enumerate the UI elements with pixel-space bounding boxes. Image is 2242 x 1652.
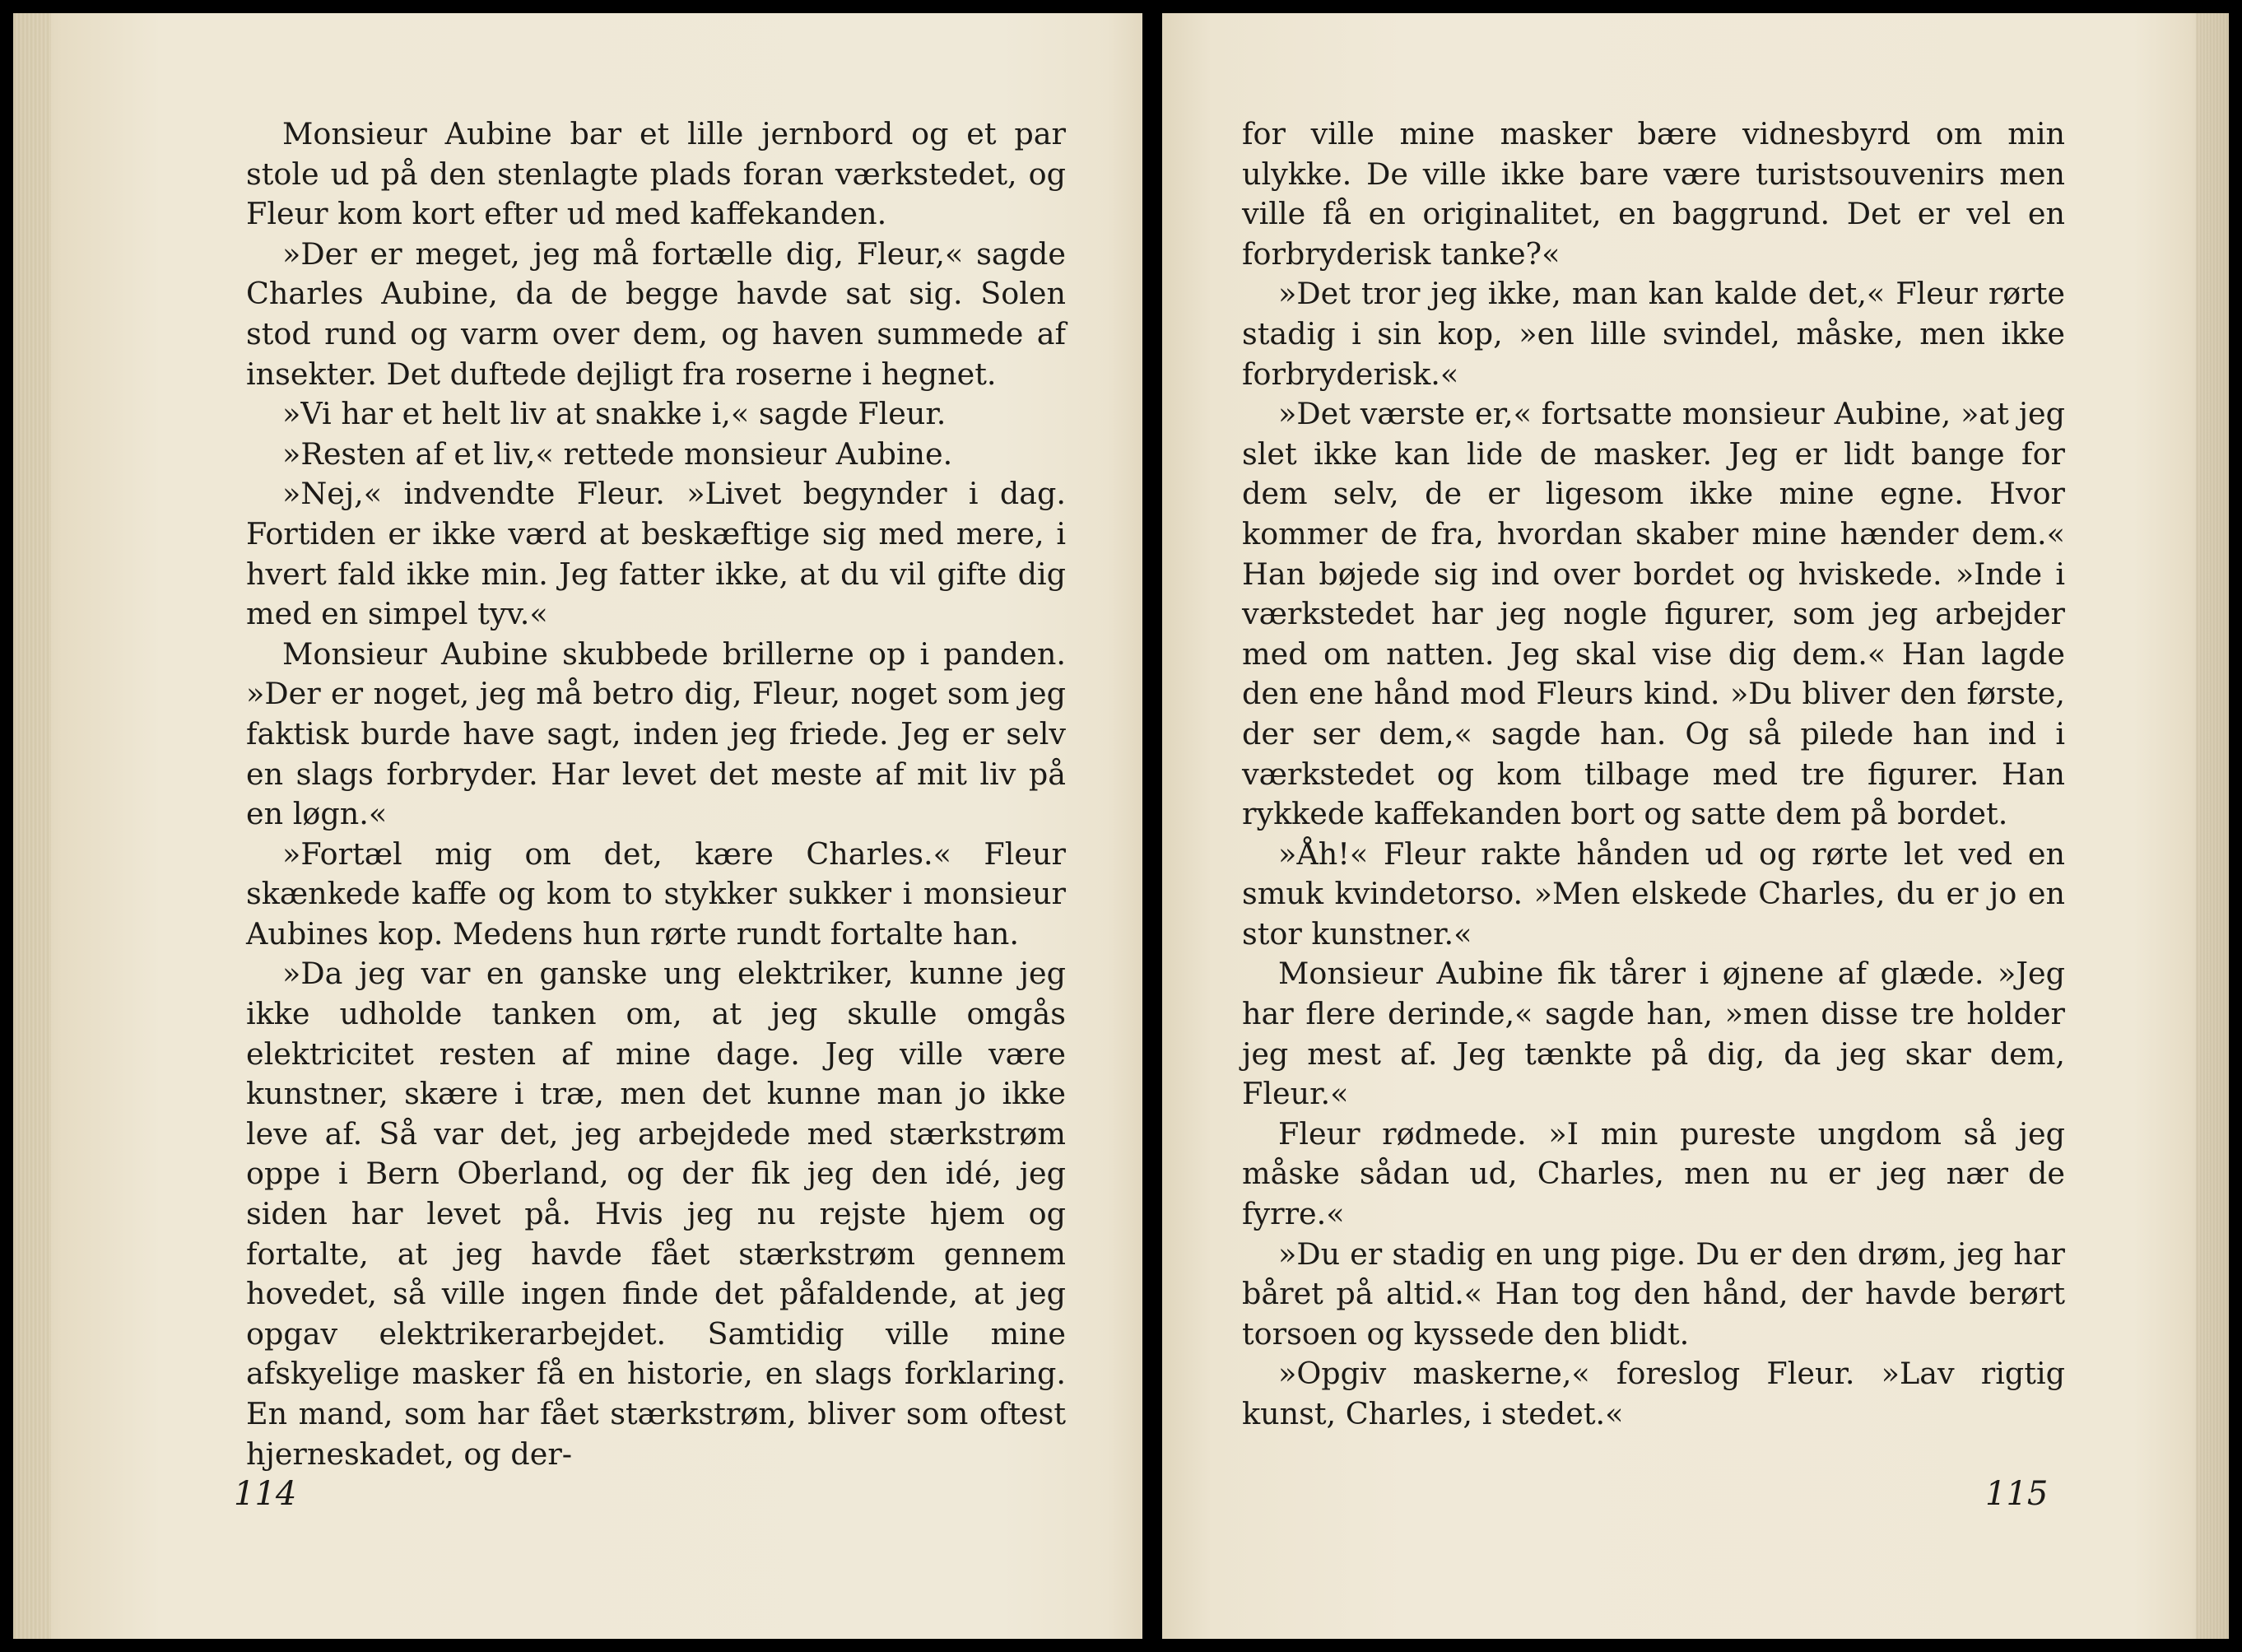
paragraph: »Vi har et helt liv at snakke i,« sagde Fleur. [282,396,947,432]
paragraph: »Det tror jeg ikke, man kan kalde det,« Fleur rørte stadig i sin kop, »en lille svindel, måske, men ikke forbryderisk.« [1242,276,2065,392]
left-page [13,13,1142,1639]
paragraph: Monsieur Aubine fik tårer i øjnene af glæde. »Jeg har flere derinde,« sagde han, »men disse tre holder jeg mest af. Jeg tænkte på dig, da jeg skar dem, Fleur.« [1242,956,2065,1112]
left-page-text [246,114,1066,1474]
paragraph: Monsieur Aubine bar et lille jernbord og et par stole ud på den stenlagte plads foran værkstedet, og Fleur kom kort efter ud med kaffekanden. [246,116,1066,232]
paragraph: »Det værste er,« fortsatte monsieur Aubine, »at jeg slet ikke kan lide de masker. Jeg er lidt bange for dem selv, de er ligesom ikke mine egne. Hvor kommer de fra, hvordan skaber mine hænder dem.« Han bøjede sig ind over bordet og hviskede. »Inde i værkstedet har jeg nogle figurer, som jeg arbejder med om natten. Jeg skal vise dig dem.« Han lagde den ene hånd mod Fleurs kind. »Du bliver den første, der ser dem,« sagde han. Og så pilede han ind i værkstedet og kom tilbage med tre figurer. Han rykkede kaffekanden bort og satte dem på bordet. [1242,396,2065,832]
paragraph: Fleur rødmede. »I min pureste ungdom så jeg måske sådan ud, Charles, men nu er jeg nær de fyrre.« [1242,1115,2065,1232]
paragraph: »Resten af et liv,« rettede monsieur Aubine. [282,435,953,472]
paragraph: »Der er meget, jeg må fortælle dig, Fleur,« sagde Charles Aubine, da de begge havde sat sig. Solen stod rund og varm over dem, og haven summede af insekter. Det duftede dejligt fra roserne i hegnet. [246,235,1066,392]
gutter [1142,13,1162,1639]
paragraph: »Åh!« Fleur rakte hånden ud og rørte let ved en smuk kvindetorso. »Men elskede Charles, du er jo en stor kunstner.« [1242,835,2065,952]
paragraph: »Du er stadig en ung pige. Du er den drøm, jeg har båret på altid.« Han tog den hånd, der havde berørt torsoen og kyssede den blidt. [1242,1236,2065,1352]
paragraph: »Opgiv maskerne,« foreslog Fleur. »Lav rigtig kunst, Charles, i stedet.« [1242,1356,2065,1431]
paragraph: Monsieur Aubine skubbede brillerne op i panden. »Der er noget, jeg må betro dig, Fleur, noget som jeg faktisk burde have sagt, inden jeg friede. Jeg er selv en slags forbryder. Har levet det meste af mit liv på en løgn.« [246,635,1066,832]
paragraph: »Nej,« indvendte Fleur. »Livet begynder i dag. Fortiden er ikke værd at beskæftige sig med mere, i hvert fald ikke min. Jeg fatter ikke, at du vil gifte dig med en simpel tyv.« [246,476,1066,632]
paragraph: »Da jeg var en ganske ung elektriker, kunne jeg ikke udholde tanken om, at jeg skulle omgås elektricitet resten af mine dage. Jeg ville være kunstner, skære i træ, men det kunne man jo ikke leve af. Så var det, jeg arbejdede med stærkstrøm oppe i Bern Oberland, og der fik jeg den idé, jeg siden har levet på. Hvis jeg nu rejste hjem og fortalte, at jeg havde fået stærkstrøm gennem hovedet, så ville ingen finde det påfaldende, at jeg opgav elektrikerarbejdet. Samtidig ville mine afskyelige masker få en historie, en slags forklaring. En mand, som har fået stærkstrøm, bliver som oftest hjerneskadet, og der- [246,956,1066,1472]
right-page [1162,13,2229,1639]
paragraph: »Fortæl mig om det, kære Charles.« Fleur skænkede kaffe og kom to stykker sukker i monsieur Aubines kop. Medens hun rørte rundt fortalte han. [246,835,1066,952]
paragraph: for ville mine masker bære vidnesbyrd om min ulykke. De ville ikke bare være turistsouvenirs men ville få en originalitet, en baggrund. Det er vel en forbryderisk tanke?« [1242,116,2065,272]
right-page-text [1242,114,2065,1435]
page-number-right: 115 [1985,1475,2049,1513]
page-number-left: 114 [234,1475,297,1513]
